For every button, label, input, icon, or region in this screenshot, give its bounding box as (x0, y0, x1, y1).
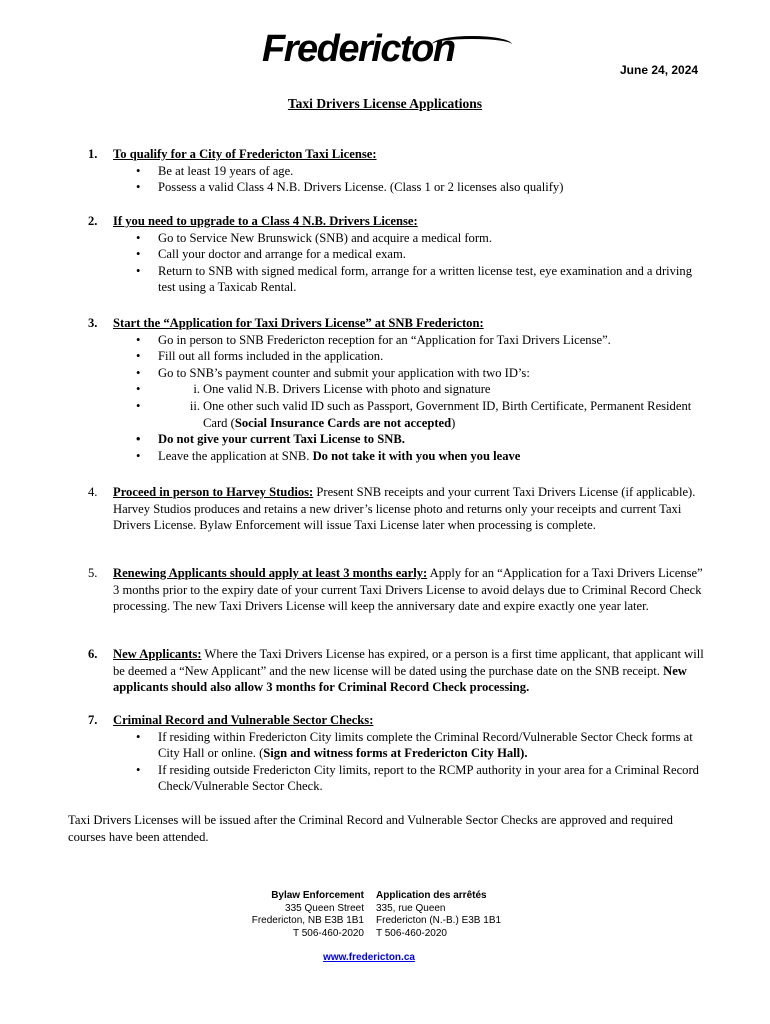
list-item-bold: Sign and witness forms at Fredericton City Hall). (263, 746, 528, 761)
sub-list-bold: Social Insurance Cards are not accepted (234, 415, 452, 430)
list-item: • Possess a valid Class 4 N.B. Drivers License. (Class 1 or 2 licenses also qualify) (88, 179, 708, 196)
section-body: Where the Taxi Drivers License has expired, or a person is a first time applicant, that applicant will be deemed a “New Applicant” and the new license will be dated using the purchase date on the SNB receipt. (113, 647, 704, 678)
sub-list-text: One other such valid ID such as Passport, Government ID, Birth Certificate, Permanent Resident Card ( (203, 398, 692, 430)
footer-street: 335, rue Queen (376, 902, 446, 914)
section-5 (88, 565, 708, 615)
section-number: 1. (88, 147, 98, 161)
list-item: • If residing outside Fredericton City limits, report to the RCMP authority in your area for a Criminal Record Check/Vulnerable Sector Check. (88, 762, 708, 795)
list-item (88, 365, 708, 431)
list-item: • Be at least 19 years of age. (88, 163, 708, 180)
footer-department: Application des arrêtés (376, 890, 487, 901)
sub-list-text: One valid N.B. Drivers License with photo and signature (203, 382, 491, 397)
logo-text: Fredericton (262, 28, 455, 70)
section-body-bold: New applicants should also allow 3 months for Criminal Record Check processing. (113, 663, 687, 695)
section-heading: Renewing Applicants should apply at least 3 months early: (113, 566, 428, 580)
website-link[interactable]: www.fredericton.ca (323, 952, 415, 963)
footer-phone: T 506-460-2020 (293, 927, 364, 939)
footer-city: Fredericton, NB E3B 1B1 (251, 915, 364, 926)
section-number: 4. (88, 485, 98, 499)
section-heading: To qualify for a City of Fredericton Taxi License: (113, 147, 377, 161)
list-item: • Call your doctor and arrange for a medical exam. (88, 246, 708, 263)
section-6 (88, 646, 708, 696)
section-1 (88, 146, 708, 196)
footer-website (0, 950, 738, 967)
section-heading: If you need to upgrade to a Class 4 N.B. Drivers License: (113, 214, 418, 228)
list-item-text: If residing within Fredericton City limits complete the Criminal Record/Vulnerable Sector Check forms at City Hall or online. ( (158, 729, 693, 761)
section-number: 6. (88, 647, 98, 661)
section-heading: Proceed in person to Harvey Studios: (113, 485, 314, 499)
sub-list-text-end: ) (451, 415, 456, 430)
section-heading: Criminal Record and Vulnerable Sector Checks: (113, 713, 374, 727)
footer-french (376, 890, 676, 940)
footer-street: 335 Queen Street (285, 902, 364, 914)
document-title: Taxi Drivers License Applications (287, 96, 483, 111)
roman-numeral: • ii. (189, 398, 200, 413)
section-heading: New Applicants: (113, 647, 202, 661)
list-item-bold: Do not take it with you when you leave (312, 448, 521, 463)
roman-numeral: • i. (193, 382, 200, 397)
section-number: 3. (88, 316, 98, 330)
list-item: • Return to SNB with signed medical form, arrange for a written license test, eye examination and a driving test using a Taxicab Rental. (88, 263, 708, 296)
list-item: • Do not give your current Taxi License to SNB. (88, 431, 708, 448)
section-number: 5. (88, 566, 98, 580)
footer-department: Bylaw Enforcement (271, 890, 364, 901)
list-item: • Fill out all forms included in the application. (88, 348, 708, 365)
footer-phone: T 506-460-2020 (376, 927, 447, 939)
list-item: • Go in person to SNB Fredericton reception for an “Application for Taxi Drivers License”. (88, 332, 708, 349)
footer-city: Fredericton (N.-B.) E3B 1B1 (376, 915, 502, 926)
list-item (88, 729, 708, 762)
section-heading: Start the “Application for Taxi Drivers License” at SNB Fredericton: (113, 316, 484, 330)
list-item-text: Leave the application at SNB. (158, 448, 313, 463)
document-date: June 24, 2024 (620, 63, 699, 77)
section-number: 2. (88, 214, 98, 228)
section-body: Apply for an “Application for a Taxi Drivers License” 3 months prior to the expiry date of your current Taxi Drivers License to avoid delays due to Criminal Record Check processing. The new Taxi Drivers License will keep the anniversary date and expire exactly one year later. (113, 566, 703, 614)
list-item-text: Go to SNB’s payment counter and submit your application with two ID’s: (158, 365, 530, 380)
fredericton-logo (262, 28, 455, 70)
footer-english (0, 890, 364, 940)
section-2 (88, 213, 708, 296)
closing-paragraph: Taxi Drivers Licenses will be issued after the Criminal Record and Vulnerable Sector Checks are approved and required courses have been attended. (68, 813, 673, 844)
section-7 (88, 712, 708, 795)
section-number: 7. (88, 713, 98, 727)
list-item (88, 448, 708, 465)
section-body: Present SNB receipts and your current Taxi Drivers License (if applicable). Harvey Studios produces and retains a new driver’s license photo and returns only your receipts and current Taxi Drivers License. Bylaw Enforcement will issue Taxi License later when processing is complete. (113, 485, 696, 533)
section-3 (88, 315, 708, 464)
sub-list-item (88, 398, 708, 431)
logo-swoosh-icon (432, 36, 512, 53)
list-item: • Go to Service New Brunswick (SNB) and acquire a medical form. (88, 230, 708, 247)
sub-list-item (88, 381, 708, 398)
section-4 (88, 484, 708, 534)
